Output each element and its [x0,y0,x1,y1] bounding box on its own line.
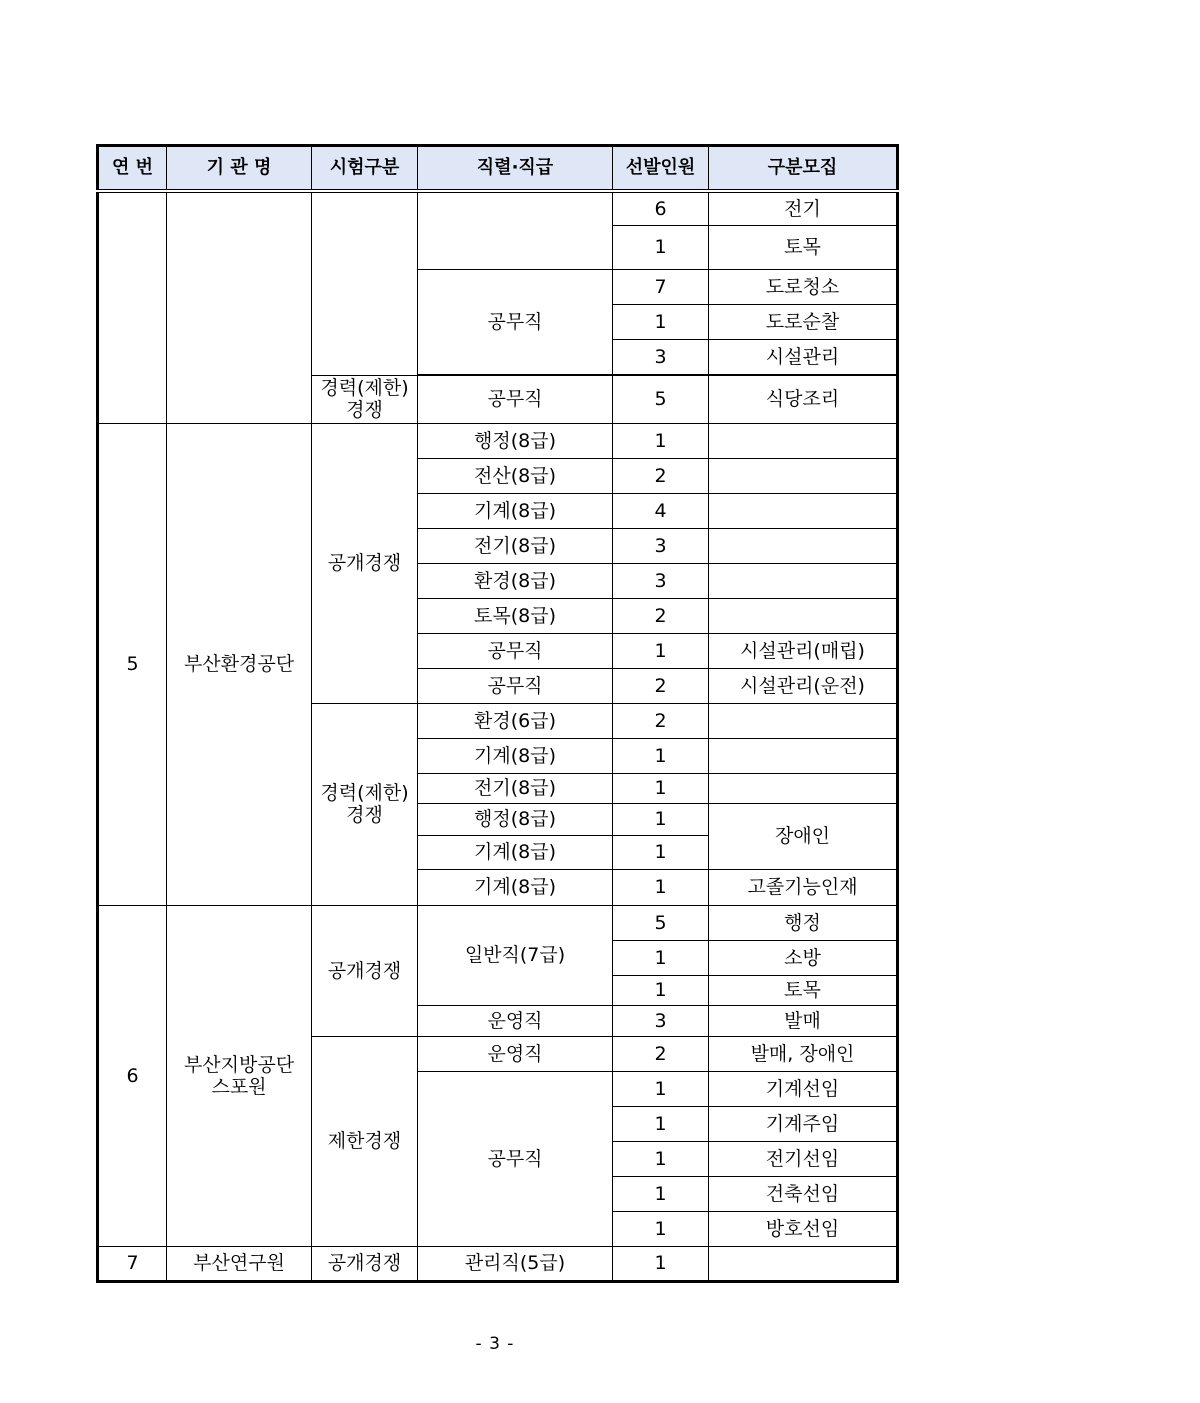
table-cell: 기계(8급) [418,869,613,905]
table-cell: 3 [613,339,709,374]
table-cell: 고졸기능인재 [709,869,898,905]
table-cell [709,598,898,633]
table-cell: 방호선임 [709,1211,898,1246]
table-cell: 기계선임 [709,1071,898,1106]
table-cell [167,191,312,423]
table-cell: 5 [613,375,709,423]
table-cell: 6 [98,905,167,1246]
table-cell: 경력(제한) 경쟁 [312,375,418,423]
table-cell: 1 [613,835,709,869]
table-cell: 소방 [709,940,898,975]
table-cell: 1 [613,1071,709,1106]
table-cell: 6 [613,191,709,225]
table-cell: 공무직 [418,668,613,703]
table-body [98,191,898,1281]
table-cell [709,563,898,598]
table-cell: 일반직(7급) [418,905,613,1005]
table-cell: 4 [613,493,709,528]
table-cell: 전산(8급) [418,458,613,493]
table-cell: 1 [613,1176,709,1211]
table-cell: 1 [613,975,709,1005]
table-cell: 1 [613,773,709,803]
header-serial-no: 연 번 [98,146,167,192]
table-row [98,191,898,225]
table-cell: 1 [613,304,709,339]
table-cell [418,191,613,269]
table-cell [709,773,898,803]
table-cell: 공개경쟁 [312,423,418,703]
table-cell: 전기(8급) [418,773,613,803]
header-exam-type: 시험구분 [312,146,418,192]
table-row [98,905,898,940]
header-institution: 기 관 명 [167,146,312,192]
table-cell: 2 [613,458,709,493]
table-cell: 시설관리(매립) [709,633,898,668]
table-cell: 1 [613,1106,709,1141]
table-cell: 공무직 [418,633,613,668]
table-cell: 토목 [709,225,898,269]
table-cell: 1 [613,940,709,975]
table-cell: 기계(8급) [418,493,613,528]
table-cell: 1 [613,738,709,773]
table-cell: 1 [613,1211,709,1246]
table-cell: 1 [613,803,709,835]
table-cell: 기계(8급) [418,835,613,869]
table-cell: 행정(8급) [418,803,613,835]
table-cell: 기계주임 [709,1106,898,1141]
table-cell: 전기 [709,191,898,225]
table-cell: 운영직 [418,1036,613,1071]
table-cell: 1 [613,225,709,269]
table-cell: 7 [98,1246,167,1281]
table-cell: 공무직 [418,1071,613,1246]
table-cell: 기계(8급) [418,738,613,773]
table-cell: 토목(8급) [418,598,613,633]
page-number: - 3 - [475,1334,515,1354]
header-headcount: 선발인원 [613,146,709,192]
table-cell: 공개경쟁 [312,905,418,1036]
table-cell [709,493,898,528]
table-cell: 3 [613,1005,709,1036]
table-cell: 도로청소 [709,269,898,304]
table-cell: 1 [613,633,709,668]
table-cell: 부산환경공단 [167,423,312,905]
table-cell: 1 [613,1141,709,1176]
table-cell: 전기선임 [709,1141,898,1176]
table-cell: 1 [613,869,709,905]
table-cell: 7 [613,269,709,304]
table-cell: 2 [613,668,709,703]
table-cell: 도로순찰 [709,304,898,339]
table-cell [709,528,898,563]
table-cell: 운영직 [418,1005,613,1036]
table-cell: 공무직 [418,375,613,423]
table-cell: 3 [613,528,709,563]
table-cell: 장애인 [709,803,898,869]
table-cell: 2 [613,1036,709,1071]
table-cell: 발매, 장애인 [709,1036,898,1071]
table-cell: 식당조리 [709,375,898,423]
table-cell: 공무직 [418,269,613,374]
table-cell: 제한경쟁 [312,1036,418,1246]
recruitment-table [96,144,899,1283]
table-cell: 1 [613,1246,709,1281]
table-cell: 부산연구원 [167,1246,312,1281]
table-cell: 전기(8급) [418,528,613,563]
table-cell: 행정(8급) [418,423,613,458]
header-job-grade: 직렬·직급 [418,146,613,192]
table-row [98,423,898,458]
table-cell: 시설관리 [709,339,898,374]
table-cell [709,703,898,738]
table-cell: 부산지방공단 스포원 [167,905,312,1246]
table-cell: 건축선임 [709,1176,898,1211]
table-cell: 1 [613,423,709,458]
header-category: 구분모집 [709,146,898,192]
table-cell: 발매 [709,1005,898,1036]
table-cell: 5 [613,905,709,940]
table-cell [709,423,898,458]
table-cell: 환경(6급) [418,703,613,738]
table-cell: 2 [613,703,709,738]
table-cell [709,1246,898,1281]
table-row [98,1246,898,1281]
table-cell: 3 [613,563,709,598]
table-cell [98,191,167,423]
table-cell: 시설관리(운전) [709,668,898,703]
table-cell [312,191,418,375]
table-cell: 토목 [709,975,898,1005]
table-cell: 행정 [709,905,898,940]
table-cell: 경력(제한) 경쟁 [312,703,418,905]
table-cell: 5 [98,423,167,905]
table-cell: 공개경쟁 [312,1246,418,1281]
table-cell: 2 [613,598,709,633]
table-cell: 관리직(5급) [418,1246,613,1281]
table-cell [709,458,898,493]
table-cell [709,738,898,773]
table-header [98,146,898,192]
header-row [98,146,898,192]
table-cell: 환경(8급) [418,563,613,598]
